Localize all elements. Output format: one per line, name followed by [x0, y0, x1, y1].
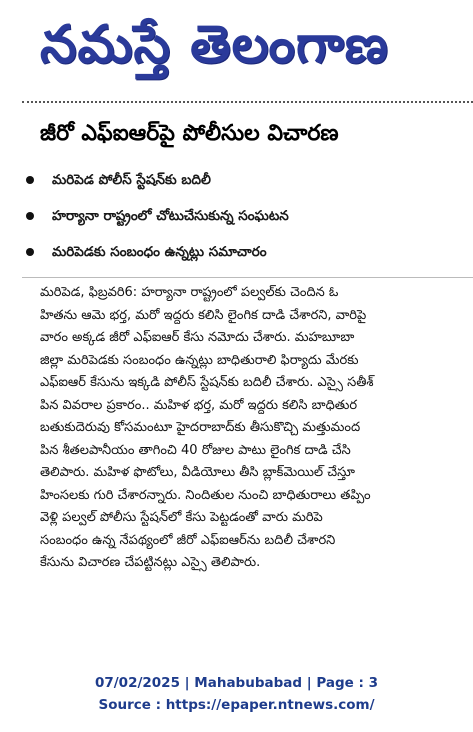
highlight-item — [22, 204, 473, 240]
highlight-item — [22, 240, 473, 276]
highlight-item — [22, 168, 473, 204]
edition-info: 07/02/2025 | Mahabubabad | Page : 3 — [94, 675, 379, 691]
highlights-list — [22, 168, 473, 276]
article-body — [40, 282, 473, 575]
body-line: కేసును విచారణ చేపట్టినట్లు ఎస్సై తెలిపారు. — [40, 555, 261, 570]
body-line: వారం అక్కడ జీరో ఎఫ్ఐఆర్ కేసు నమోదు చేశారు. మహబూబా — [40, 330, 355, 345]
masthead — [0, 0, 473, 100]
newspaper-logo: నమస్తే తెలంగాణ — [40, 14, 389, 75]
highlight-text: హర్యానా రాష్ట్రంలో చోటుచేసుకున్న సంఘటన — [52, 208, 289, 224]
article-headline: జీరో ఎఫ్ఐఆర్‌పై పోలీసుల విచారణ — [40, 121, 339, 146]
highlight-text: మరిపెడకు సంబంధం ఉన్నట్లు సమాచారం — [52, 244, 267, 260]
page-footer — [0, 672, 473, 716]
divider — [22, 277, 473, 278]
divider — [22, 101, 473, 103]
body-line: ఎఫ్ఐఆర్ కేసును ఇక్కడి పోలీస్ స్టేషన్‌కు బదిలీ చేశారు. ఎస్సై సతీశ్ — [40, 375, 374, 390]
body-line: మరిపెడ, ఫిబ్రవరి6: హర్యానా రాష్ట్రంలో పల్వల్‌కు చెందిన ఓ — [40, 285, 339, 300]
body-line: హింసలకు గురి చేశారన్నారు. నిందితుల నుంచి బాధితురాలు తప్పిం — [40, 487, 371, 503]
bullet-icon — [26, 176, 34, 184]
highlight-text: మరిపెడ పోలీస్ స్టేషన్‌కు బదిలీ — [52, 172, 211, 188]
body-line: సంబంధం ఉన్న నేపథ్యంలో జీరో ఎఫ్ఐఆర్‌ను బదిలీ చేశారని — [40, 532, 336, 548]
body-line: హితను ఆమె భర్త, మరో ఇద్దరు కలిసి లైంగిక దాడి చేశారని, వారిపై — [40, 307, 367, 323]
body-line: పిన వివరాల ప్రకారం.. మహిళ భర్త, మరో ఇద్దరు కలిసి బాధితుర — [40, 397, 358, 413]
body-line: బతుకుదెరువు కోసమంటూ హైదరాబాద్‌కు తీసుకొచ్చి మత్తుమంద — [40, 420, 361, 435]
body-line: జిల్లా మరిపెడకు సంబంధం ఉన్నట్లు బాధితురాలి ఫిర్యాదు మేరకు — [40, 352, 359, 368]
body-line: తెలిపారు. మహిళ ఫొటోలు, వీడియోలు తీసి బ్లాక్‌మెయిల్ చేస్తూ — [40, 465, 355, 480]
bullet-icon — [26, 248, 34, 256]
source-link[interactable]: Source : https://epaper.ntnews.com/ — [98, 697, 375, 713]
body-line: వెళ్లి పల్వల్ పోలీసు స్టేషన్‌లో కేసు పెట్టడంతో వారు మరిపె — [40, 510, 323, 525]
body-line: పిన శీతలపానీయం తాగించి 40 రోజుల పాటు లైంగిక దాడి చేసి — [40, 442, 351, 458]
bullet-icon — [26, 212, 34, 220]
